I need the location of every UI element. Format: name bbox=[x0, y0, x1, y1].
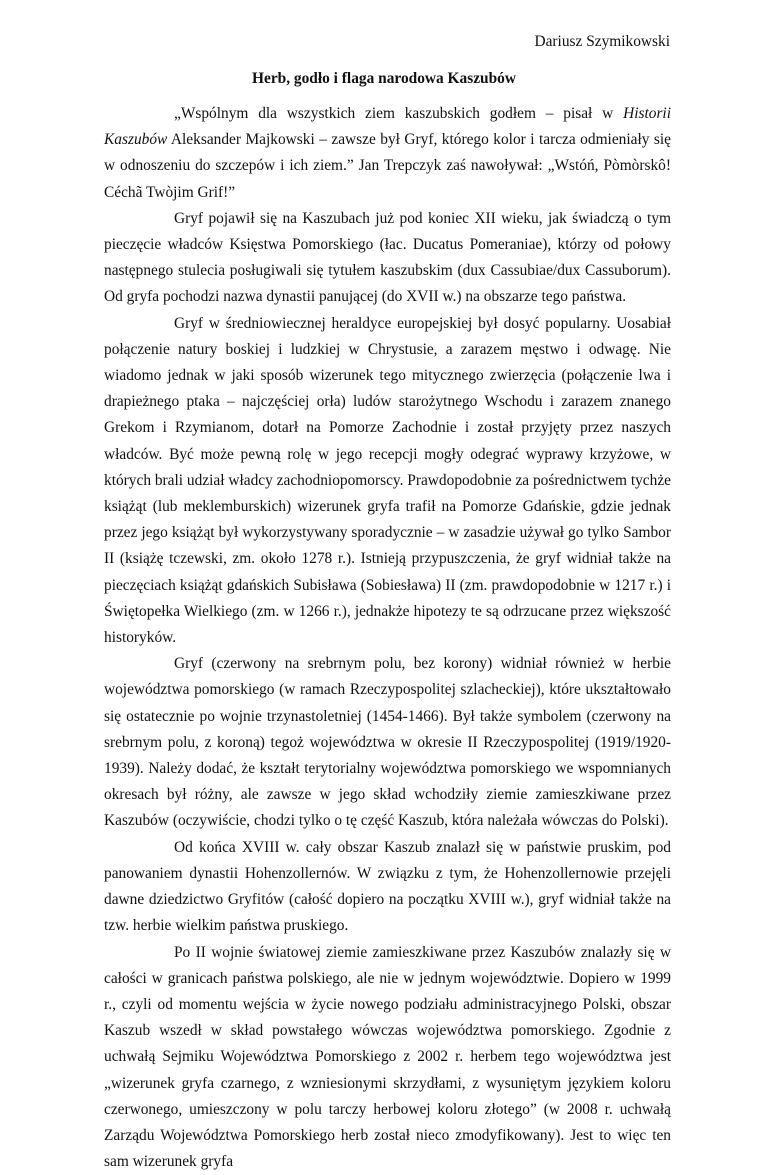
paragraph-6: Po II wojnie światowej ziemie zamieszkiwane przez Kaszubów znalazły się w całości w granicach państwa polskiego, ale nie w jednym województwie. Dopiero w 1999 r., czyli od momentu wejścia w życie nowego podziału administracyjnego Polski, obszar Kaszub wszedł w skład powstałego wówczas województwa pomorskiego. Zgodnie z uchwałą Sejmiku Województwa Pomorskiego z 2002 r. herbem tego województwa jest „wizerunek gryfa czarnego, z wzniesionymi skrzydłami, z wysuniętym językiem koloru czerwonego, umieszczony w polu tarczy herbowej koloru złotego” (w 2008 r. uchwałą Zarządu Województwa Pomorskiego herb został nieco zmodyfikowany). Jest to więc ten sam wizerunek gryfa bbox=[104, 940, 671, 1175]
paragraph-4: Gryf (czerwony na srebrnym polu, bez korony) widniał również w herbie województwa pomorskiego (w ramach Rzeczypospolitej szlacheckiej), które ukształtowało się ostatecznie po wojnie trzynastoletniej (1454-1466). Był także symbolem (czerwony na srebrnym polu, z koroną) tegoż województwa w okresie II Rzeczypospolitej (1919/1920-1939). Należy dodać, że kształt terytorialny województwa pomorskiego we wspomnianych okresach był różny, ale zawsze w jego skład wchodziły ziemie zamieszkiwane przez Kaszubów (oczywiście, chodzi tylko o tę część Kaszub, która należała wówczas do Polski). bbox=[104, 651, 671, 834]
paragraph-3: Gryf w średniowiecznej heraldyce europejskiej był dosyć popularny. Uosabiał połączenie natury boskiej i ludzkiej w Chrystusie, a zarazem męstwo i odwagę. Nie wiadomo jednak w jaki sposób wizerunek tego mitycznego zwierzęcia (połączenie lwa i drapieżnego ptaka – najczęściej orła) ludów starożytnego Wschodu i zarazem znanego Grekom i Rzymianom, dotarł na Pomorze Zachodnie i został przyjęty przez naszych władców. Być może pewną rolę w jego recepcji mogły odegrać wyprawy krzyżowe, w których brali udział władcy zachodniopomorscy. Prawdopodobnie za pośrednictwem tychże książąt (lub meklemburskich) wizerunek gryfa trafił na Pomorze Gdańskie, gdzie jednak przez jego książąt był wykorzystywany sporadycznie – w zasadzie używał go tylko Sambor II (książę tczewski, zm. około 1278 r.). Istnieją przypuszczenia, że gryf widniał także na pieczęciach książąt gdańskich Subisława (Sobiesława) II (zm. prawdopodobnie w 1217 r.) i Świętopełka Wielkiego (zm. w 1266 r.), jednakże hipotezy te są odrzucane przez większość historyków. bbox=[104, 311, 671, 652]
paragraph-1-text-before: „Wspólnym dla wszystkich ziem kaszubskich godłem – pisał w bbox=[174, 105, 623, 122]
document-title: Herb, godło i flaga narodowa Kaszubów bbox=[0, 70, 768, 88]
body-text bbox=[104, 101, 671, 1175]
book-title-italic: Historii Kaszubów bbox=[104, 105, 671, 148]
paragraph-1-text-after: Aleksander Majkowski – zawsze był Gryf, którego kolor i tarcza odmieniały się w odnoszeniu do szczepów i ich ziem.” Jan Trepczyk zaś nawoływał: „Wstóń, Pòmòrskô! Céchã Twòjim Grif!” bbox=[104, 131, 671, 200]
paragraph-1 bbox=[104, 101, 671, 206]
paragraph-2: Gryf pojawił się na Kaszubach już pod koniec XII wieku, jak świadczą o tym pieczęcie władców Księstwa Pomorskiego (łac. Ducatus Pomeraniae), którzy od połowy następnego stulecia posługiwali się tytułem kaszubskim (dux Cassubiae/dux Cassuborum). Od gryfa pochodzi nazwa dynastii panującej (do XVII w.) na obszarze tego państwa. bbox=[104, 206, 671, 311]
author-name: Dariusz Szymikowski bbox=[534, 33, 670, 51]
paragraph-5: Od końca XVIII w. cały obszar Kaszub znalazł się w państwie pruskim, pod panowaniem dynastii Hohenzollernów. W związku z tym, że Hohenzollernowie przejęli dawne dziedzictwo Gryfitów (całość dopiero na początku XVIII w.), gryf widniał także na tzw. herbie wielkim państwa pruskiego. bbox=[104, 835, 671, 940]
